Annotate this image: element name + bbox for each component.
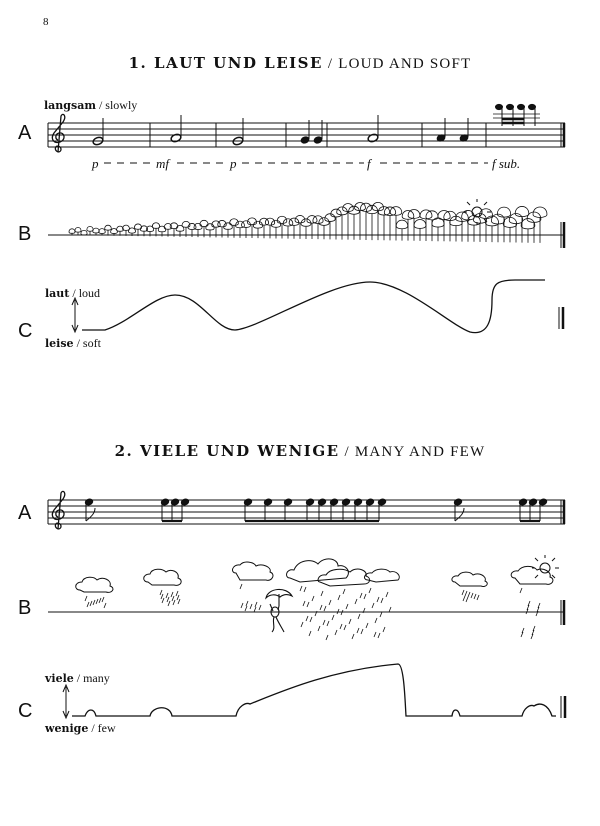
s1-dynamics [91,156,520,171]
s1-notes [92,104,540,146]
tempo-en: / slowly [98,98,138,112]
dynamic-3: p [230,156,237,171]
s1-axis-bottom-de: leise [45,337,74,350]
dynamic-2: mf [156,156,169,171]
section-2-title-sep: / [339,444,355,460]
umbrella-walker-icon [266,589,292,632]
dynamic-1: p [92,156,99,171]
treble-clef-icon [52,114,64,152]
section-1-title-sep: / [322,56,339,72]
s1-axis-top-de: laut [45,287,70,300]
s2-axis-top-en: / many [76,671,110,685]
s1-curve [72,280,563,333]
section-1-title-de: 1. LAUT UND LEISE [128,54,323,72]
s2-axis-top-de: viele [45,672,74,685]
dynamic-5: f sub. [492,156,521,171]
s2-row-a-label: A [18,502,32,524]
tempo-de: langsam [44,99,96,112]
s2-axis-bottom-en: / few [91,721,116,735]
section-1-title-en: LOUD AND SOFT [338,56,472,72]
cloud-icon [76,559,553,592]
s2-row-c-label: C [18,700,33,722]
s2-row-b-label: B [18,597,32,619]
tree-icon [69,202,547,243]
section-2-title-en: MANY AND FEW [354,444,486,460]
page-number: 8 [43,16,49,28]
s1-row-b-label: B [18,223,32,245]
s1-staff [48,123,565,147]
s1-axis-top-en: / loud [72,286,101,300]
s1-axis-bottom-en: / soft [76,336,101,350]
s2-curve [63,664,565,718]
s2-axis-bottom-de: wenige [45,722,89,735]
sun-icon-2 [532,555,559,578]
s1-row-a-label: A [18,122,32,144]
s1-row-c-label: C [18,320,33,342]
sun-icon [463,199,491,225]
section-2-title-de: 2. VIELE UND WENIGE [114,442,340,460]
dynamic-4: f [367,156,371,171]
treble-clef-icon-2 [52,491,64,529]
